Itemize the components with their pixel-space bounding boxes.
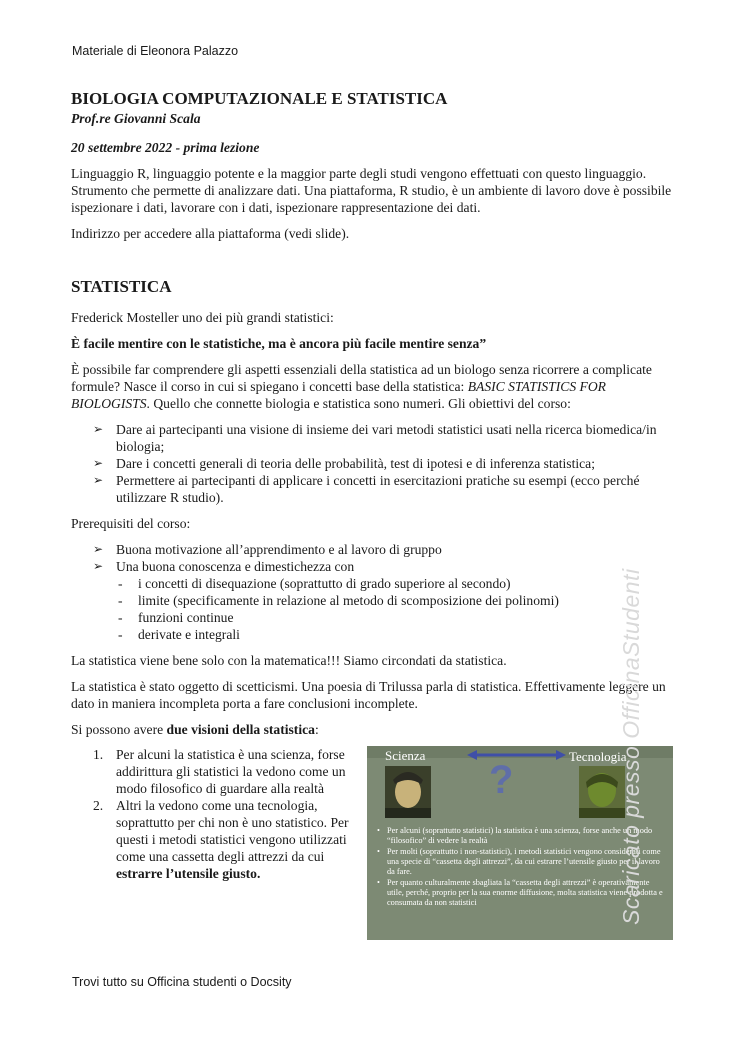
- platform-paragraph: Indirizzo per accedere alla piattaforma (vedi slide).: [71, 226, 350, 241]
- professor-name: Prof.re Giovanni Scala: [71, 111, 201, 126]
- course-text-end: . Quello che connette biologia e statistica sono numeri. Gli obiettivi del corso:: [146, 396, 571, 411]
- arrow-bullet-icon: ➢: [93, 473, 104, 487]
- list-item: • Per alcuni (soprattutto statistici) la statistica è una scienza, forse anche un modo “filosofico” di vedere la realtà: [375, 826, 667, 846]
- list-item: 1. Per alcuni la statistica è una scienza, forse addirittura gli statistici la vedono come un modo filosofico di guardare alla realtà: [93, 747, 346, 796]
- slide-label-science: Scienza: [385, 748, 426, 763]
- list-item: - derivate e integrali: [118, 627, 240, 642]
- prerequisites-sublist: [116, 575, 673, 643]
- list-item: - limite (specificamente in relazione al metodo di scomposizione dei polinomi): [118, 593, 559, 608]
- lesson-date: 20 settembre 2022 - prima lezione: [71, 140, 260, 155]
- course-text-start: È possibile far comprendere gli aspetti essenziali della statistica ad un biologo senza ricorrere a complicate formule? Nasce il corso in cui si spiegano i concetti base della statistica:: [71, 362, 652, 394]
- mosteller-paragraph: Frederick Mosteller uno dei più grandi statistici:: [71, 310, 334, 325]
- objectives-list: [71, 421, 673, 506]
- visions-list: [71, 746, 361, 882]
- watermark: Scaricato presso OfficinaStudenti: [618, 568, 644, 925]
- prerequisites-list: [71, 541, 673, 643]
- mosteller-quote: È facile mentire con le statistiche, ma è ancora più facile mentire senza”: [71, 336, 487, 351]
- list-item: - i concetti di disequazione (soprattutto di grado superiore al secondo): [118, 576, 511, 591]
- page-header: Materiale di Eleonora Palazzo: [72, 44, 239, 58]
- list-item: ➢ Dare ai partecipanti una visione di insieme dei vari metodi statistici usati nella ricerca biomedica/in biologia;: [93, 422, 657, 454]
- list-item: ➢ Una buona conoscenza e dimestichezza con - i concetti di disequazione (soprattutto di grado superiore al secondo) - limite (specificamente in relazione al metodo di scomposizione dei polinomi) - funzioni continue - derivate e integrali: [71, 558, 673, 643]
- skepticism-paragraph: La statistica è stato oggetto di scetticismi. Una poesia di Trilussa parla di statistica. Effettivamente leggere un dato in maniera incompleta porta a fare conclusioni incomplete.: [71, 679, 666, 711]
- list-item: ➢ Buona motivazione all’apprendimento e al lavoro di gruppo: [93, 542, 442, 557]
- document-title: BIOLOGIA COMPUTAZIONALE E STATISTICA: [71, 89, 448, 108]
- course-paragraph: [71, 361, 673, 412]
- slide-label-technology: Tecnologia: [569, 749, 627, 764]
- arrow-bullet-icon: ➢: [93, 456, 104, 470]
- section-title: STATISTICA: [71, 277, 172, 296]
- list-item: • Per molti (soprattutto i non-statistici), i metodi statistici vengono considerati come una specie di “cassetta degli attrezzi”, da cui estrarre l’utensile giusto per il lavoro da fare.: [375, 847, 667, 877]
- arrow-bullet-icon: ➢: [93, 422, 104, 436]
- page-footer: Trovi tutto su Officina studenti o Docsity: [72, 975, 292, 989]
- visions-intro: Si possono avere due visioni della statistica:: [71, 722, 319, 737]
- list-item: 2. Altri la vedono come una tecnologia, soprattutto per chi non è uno statistico. Per questi i metodi statistici vengono utilizzati come una cassetta degli attrezzi da cui estrarre l’utensile giusto.: [93, 798, 349, 881]
- intro-paragraph: Linguaggio R, linguaggio potente e la maggior parte degli studi vengono effettuati con questo linguaggio. Strumento che permette di analizzare dati. Una piattaforma, R studio, è un ambiente di lavoro dove è possibile ispezionare i dati, lavorare con i dati, ispezionare rappresentazione dei dati.: [71, 166, 672, 215]
- arrow-bullet-icon: ➢: [93, 542, 104, 556]
- list-item: ➢ Permettere ai partecipanti di applicare i concetti in esercitazioni pratiche su esempi (ecco perché utilizzare R studio).: [93, 473, 640, 505]
- list-item: - funzioni continue: [118, 610, 234, 625]
- prerequisites-title: Prerequisiti del corso:: [71, 516, 191, 531]
- list-item: ➢ Dare i concetti generali di teoria delle probabilità, test di ipotesi e di inferenza statistica;: [93, 456, 595, 471]
- arrow-bullet-icon: ➢: [93, 559, 104, 573]
- course-name: BASIC STATISTICS FOR BIOLOGISTS: [71, 379, 606, 411]
- list-item: • Per quanto culturalmente sbagliata la “cassetta degli attrezzi” è operativamente utile, perché, proprio per la sua enorme diffusione, molta statistica viene prodotta e consumata da non statistici: [375, 878, 667, 908]
- math-paragraph: La statistica viene bene solo con la matematica!!! Siamo circondati da statistica.: [71, 653, 507, 668]
- question-mark-icon: ?: [489, 758, 514, 802]
